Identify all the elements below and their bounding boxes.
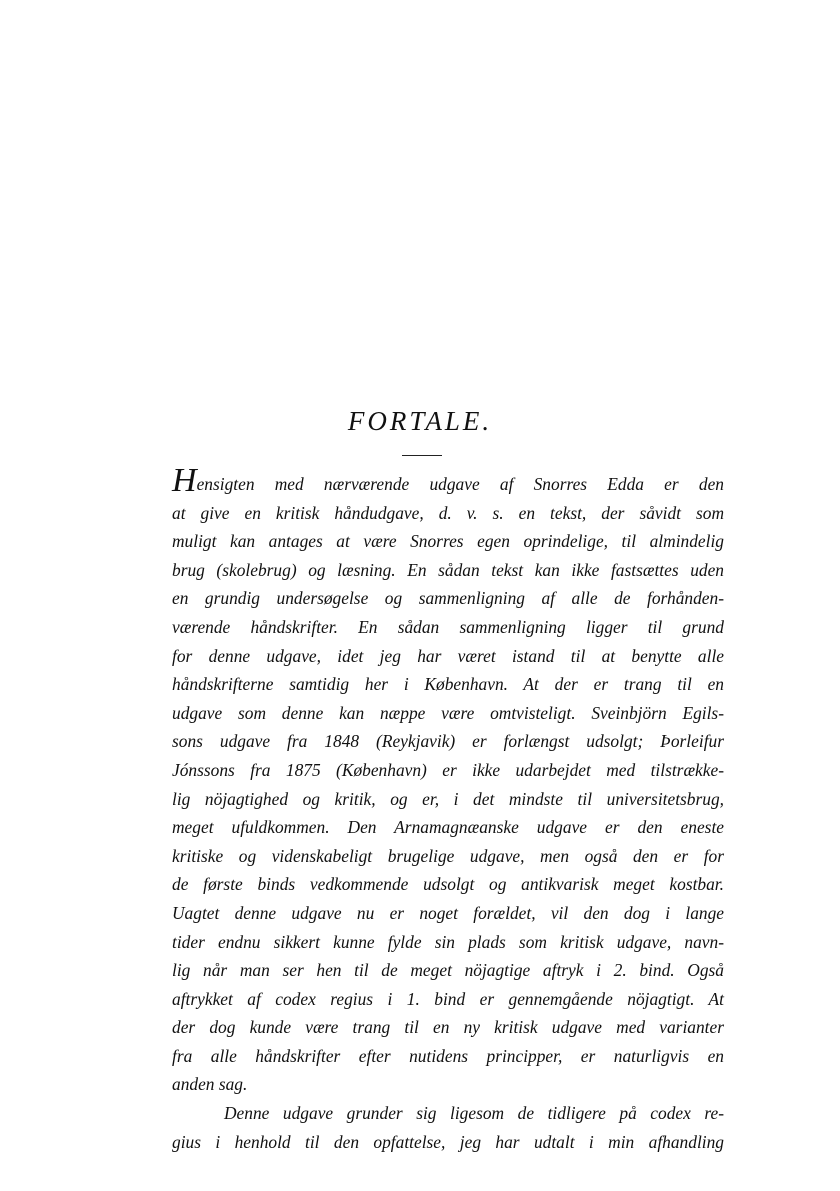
text-line: Uagtet denne udgave nu er noget forældet, vil den dog i lange [172, 902, 724, 923]
text-line: udgave som denne kan næppe være omtvisteligt. Sveinbjörn Egils- [172, 702, 724, 723]
first-line-rest: ensigten med nærværende udgave af Snorres Edda er den [196, 474, 724, 494]
text-line: kritiske og videnskabeligt brugelige udgave, men også den er for [172, 845, 724, 866]
text-line: værende håndskrifter. En sådan sammenligning ligger til grund [172, 616, 724, 637]
text-line: lig nöjagtighed og kritik, og er, i det mindste til universitetsbrug, [172, 788, 724, 809]
text-line: en grundig undersøgelse og sammenligning af alle de forhånden- [172, 588, 724, 609]
text-line: lig når man ser hen til de meget nöjagtige aftryk i 2. bind. Også [172, 960, 724, 981]
text-line: brug (skolebrug) og læsning. En sådan tekst kan ikke fastsættes uden [172, 559, 724, 580]
preface-text [172, 462, 724, 1156]
drop-cap: H [172, 462, 197, 499]
text-line: håndskrifterne samtidig her i København. At der er trang til en [172, 674, 724, 695]
text-line: aftrykket af codex regius i 1. bind er gennemgående nöjagtigt. At [172, 988, 724, 1009]
title-rule [402, 455, 442, 456]
text-line: for denne udgave, idet jeg har været istand til at benytte alle [172, 645, 724, 666]
text-line: anden sag. [172, 1074, 248, 1095]
text-line: gius i henhold til den opfattelse, jeg har udtalt i min afhandling [172, 1131, 724, 1152]
text-line: sons udgave fra 1848 (Reykjavik) er forlængst udsolgt; Þorleifur [172, 731, 724, 752]
text-line: der dog kunde være trang til en ny kritisk udgave med varianter [172, 1017, 724, 1038]
text-line: Jónssons fra 1875 (København) er ikke udarbejdet med tilstrække- [172, 759, 724, 780]
text-line: at give en kritisk håndudgave, d. v. s. en tekst, der såvidt som [172, 502, 724, 523]
text-line: meget ufuldkommen. Den Arnamagnæanske udgave er den eneste [172, 817, 724, 838]
text-line: Denne udgave grunder sig ligesom de tidligere på codex re- [224, 1103, 724, 1124]
text-line: de første binds vedkommende udsolgt og antikvarisk meget kostbar. [172, 874, 724, 895]
text-line: fra alle håndskrifter efter nutidens principper, er naturligvis en [172, 1045, 724, 1066]
text-line [172, 462, 724, 499]
page-title: FORTALE. [347, 406, 493, 436]
text-line: tider endnu sikkert kunne fylde sin plads som kritisk udgave, navn- [172, 931, 724, 952]
text-line: muligt kan antages at være Snorres egen oprindelige, til almindelig [172, 531, 724, 552]
